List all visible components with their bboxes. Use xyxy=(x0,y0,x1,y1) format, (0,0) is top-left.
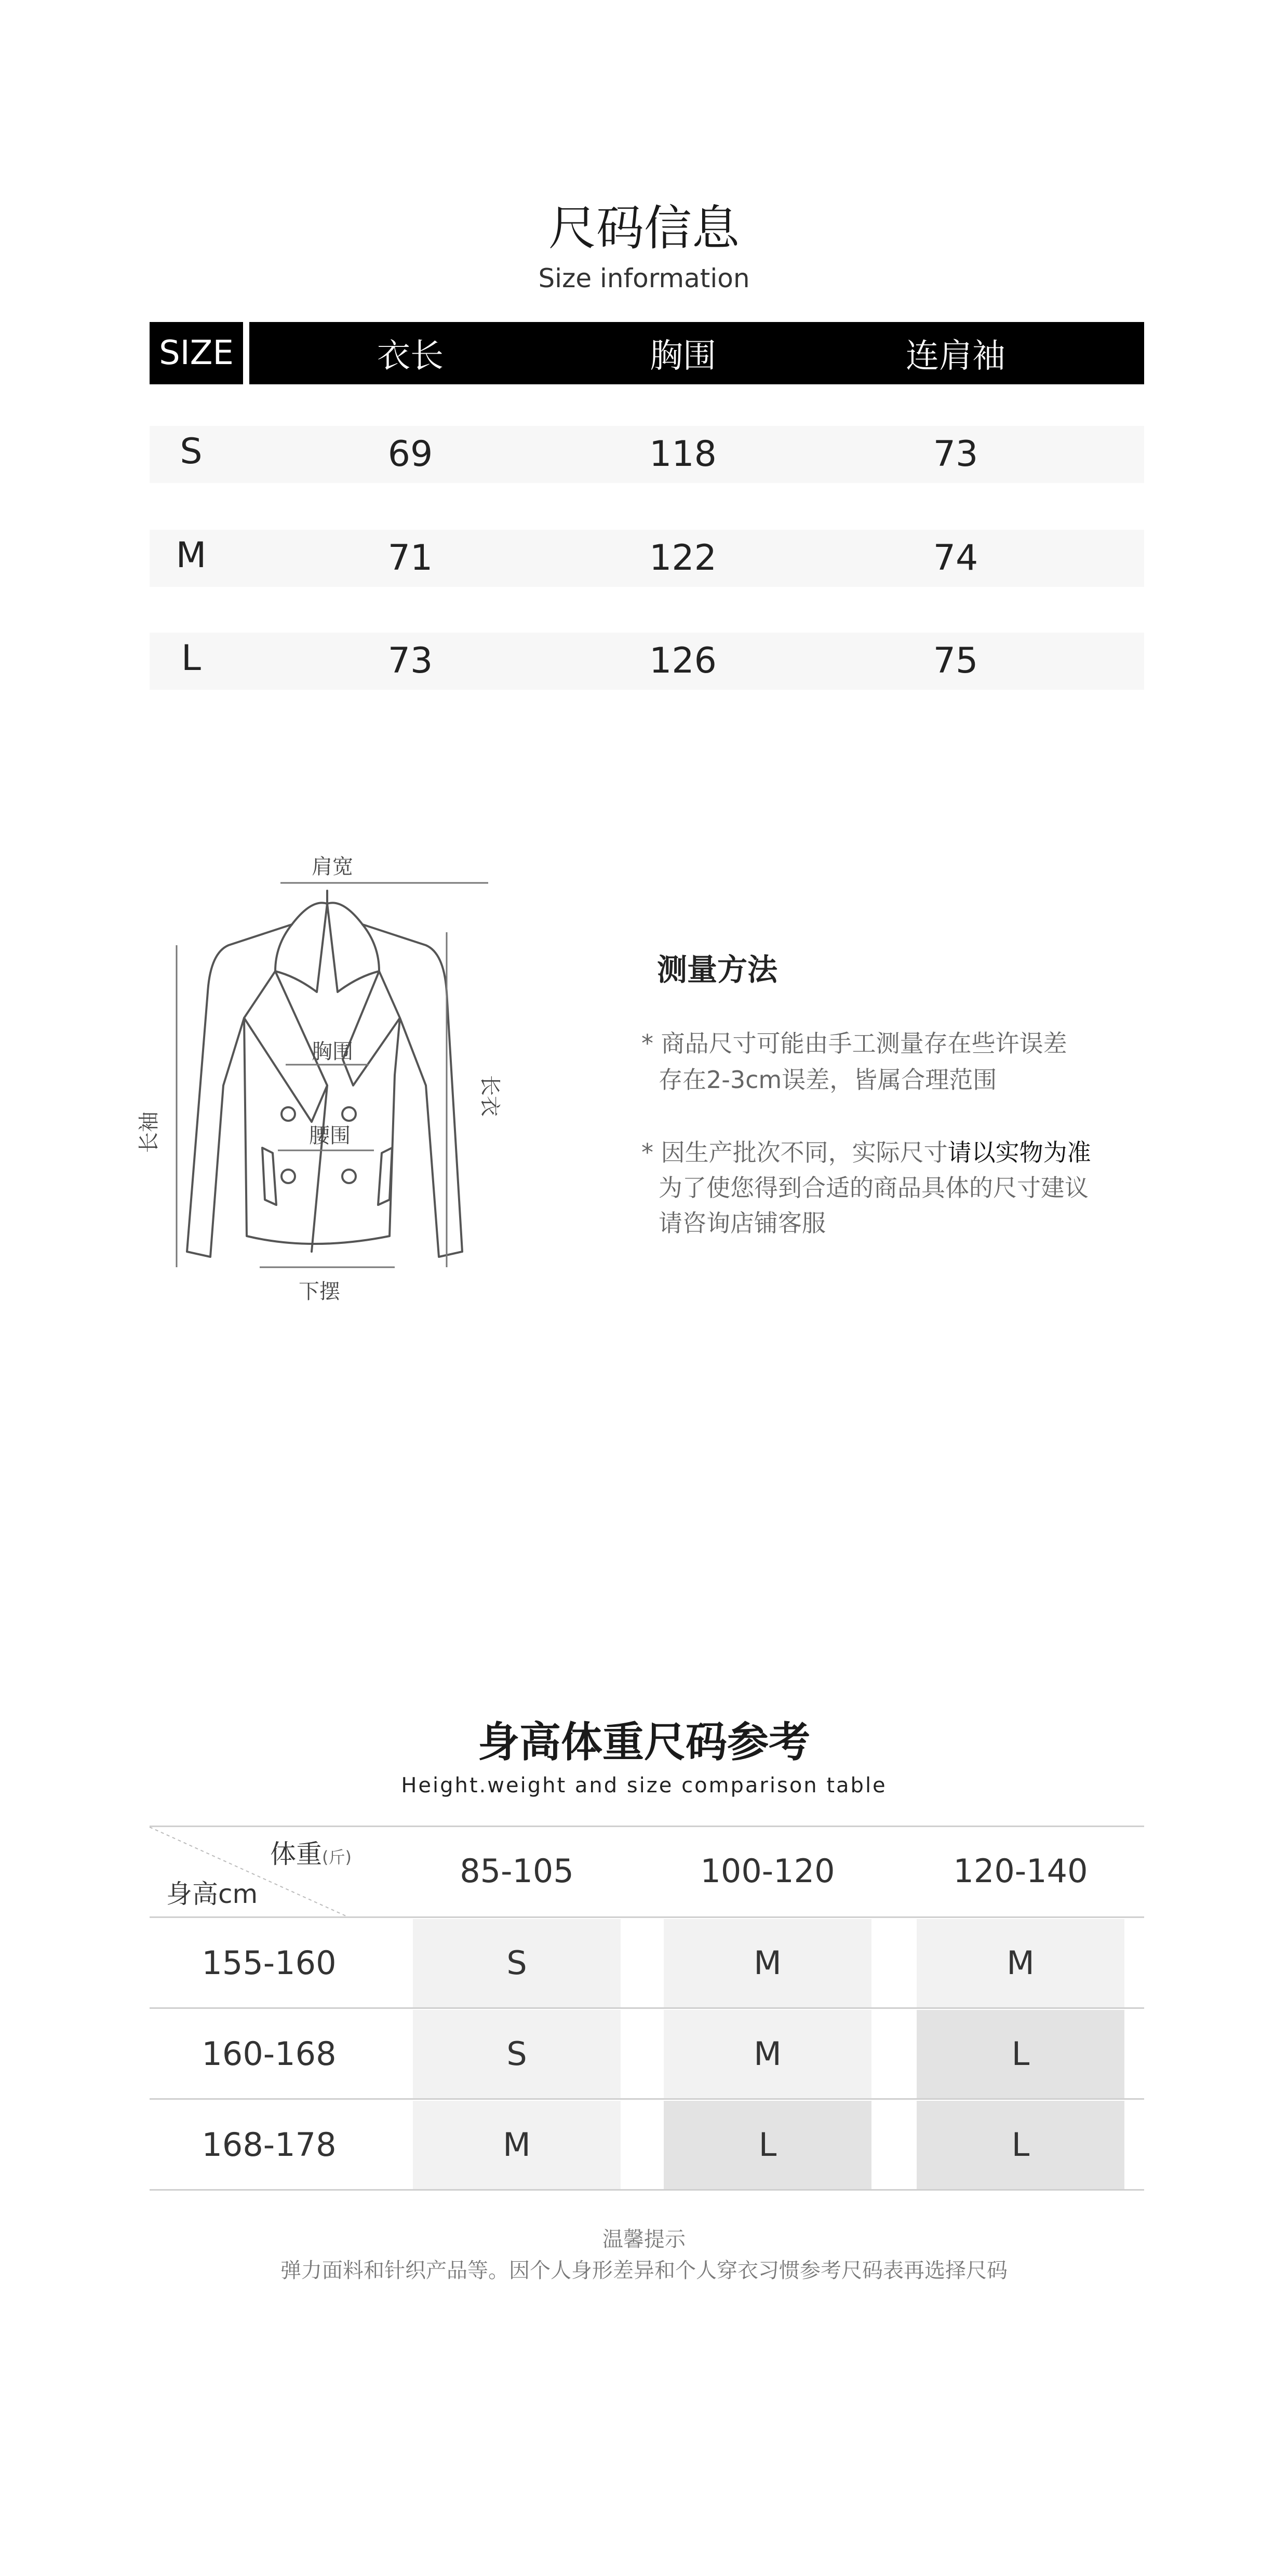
ref-table-subtitle: Height.weight and size comparison table xyxy=(401,1774,887,1797)
note-2-line-1a: * 因生产批次不同，实际尺寸 xyxy=(641,1138,948,1166)
chest-label: 胸围 xyxy=(312,1040,353,1064)
weight-col-2: 100-120 xyxy=(700,1852,835,1890)
size-info-title: 尺码信息 xyxy=(548,200,740,256)
length-cell: 69 xyxy=(387,434,433,475)
note-2-highlight: 请以实物为准 xyxy=(947,1138,1091,1166)
size-cell: L xyxy=(181,638,201,679)
waist-label: 腰围 xyxy=(309,1124,351,1148)
size-cell: M xyxy=(664,2010,871,2098)
weight-col-3: 120-140 xyxy=(953,1852,1088,1890)
weight-col-1: 85-105 xyxy=(460,1852,574,1890)
measure-title: 测量方法 xyxy=(657,952,778,987)
tips-text: 弹力面料和针织产品等。因个人身形差异和个人穿衣习惯参考尺码表再选择尺码 xyxy=(280,2259,1008,2283)
shoulder-label: 肩宽 xyxy=(312,855,353,879)
length-header: 衣长 xyxy=(377,337,444,375)
size-cell: L xyxy=(917,2010,1124,2098)
size-cell: M xyxy=(664,1919,871,2007)
sleeve-length-label: 长袖 xyxy=(137,1111,161,1153)
sleeve-cell: 74 xyxy=(933,538,978,579)
size-cell: S xyxy=(413,1919,621,2007)
size-cell: L xyxy=(664,2101,871,2189)
ref-table-title: 身高体重尺码参考 xyxy=(478,1718,810,1766)
sleeve-header: 连肩袖 xyxy=(906,337,1005,375)
size-header: SIZE xyxy=(150,322,243,384)
length-cell: 71 xyxy=(387,538,433,579)
chest-cell: 122 xyxy=(649,538,717,579)
sleeve-cell: 75 xyxy=(933,640,978,681)
size-cell: S xyxy=(413,2010,621,2098)
note-2-line-3: 请咨询店铺客服 xyxy=(659,1209,826,1237)
size-info-subtitle: Size information xyxy=(538,263,750,293)
note-1-line-1: * 商品尺寸可能由手工测量存在些许误差 xyxy=(641,1029,1067,1057)
sleeve-cell: 73 xyxy=(933,434,978,475)
length-cell: 73 xyxy=(387,640,433,681)
chest-cell: 126 xyxy=(649,640,717,681)
height-label: 身高cm xyxy=(166,1879,258,1909)
hem-label: 下摆 xyxy=(299,1280,340,1304)
weight-unit: (斤) xyxy=(322,1847,352,1867)
weight-label-text: 体重 xyxy=(270,1839,322,1869)
tips-title: 温馨提示 xyxy=(602,2228,686,2251)
height-cell: 160-168 xyxy=(202,2035,337,2073)
height-cell: 155-160 xyxy=(202,1944,337,1982)
size-cell: M xyxy=(176,535,207,576)
size-cell: M xyxy=(413,2101,621,2189)
note-1-line-2: 存在2-3cm误差，皆属合理范围 xyxy=(659,1066,997,1094)
note-2-line-2: 为了使您得到合适的商品具体的尺寸建议 xyxy=(659,1174,1089,1202)
note-2-line-1 xyxy=(641,1135,1091,1170)
weight-label xyxy=(270,1833,352,1871)
height-cell: 168-178 xyxy=(202,2126,337,2164)
chest-header: 胸围 xyxy=(650,337,716,375)
size-cell: S xyxy=(180,431,203,472)
coat-diagram xyxy=(137,841,623,1319)
body-length-label: 长衣 xyxy=(478,1075,502,1117)
chest-cell: 118 xyxy=(649,434,717,475)
size-cell: L xyxy=(917,2101,1124,2189)
size-cell: M xyxy=(917,1919,1124,2007)
